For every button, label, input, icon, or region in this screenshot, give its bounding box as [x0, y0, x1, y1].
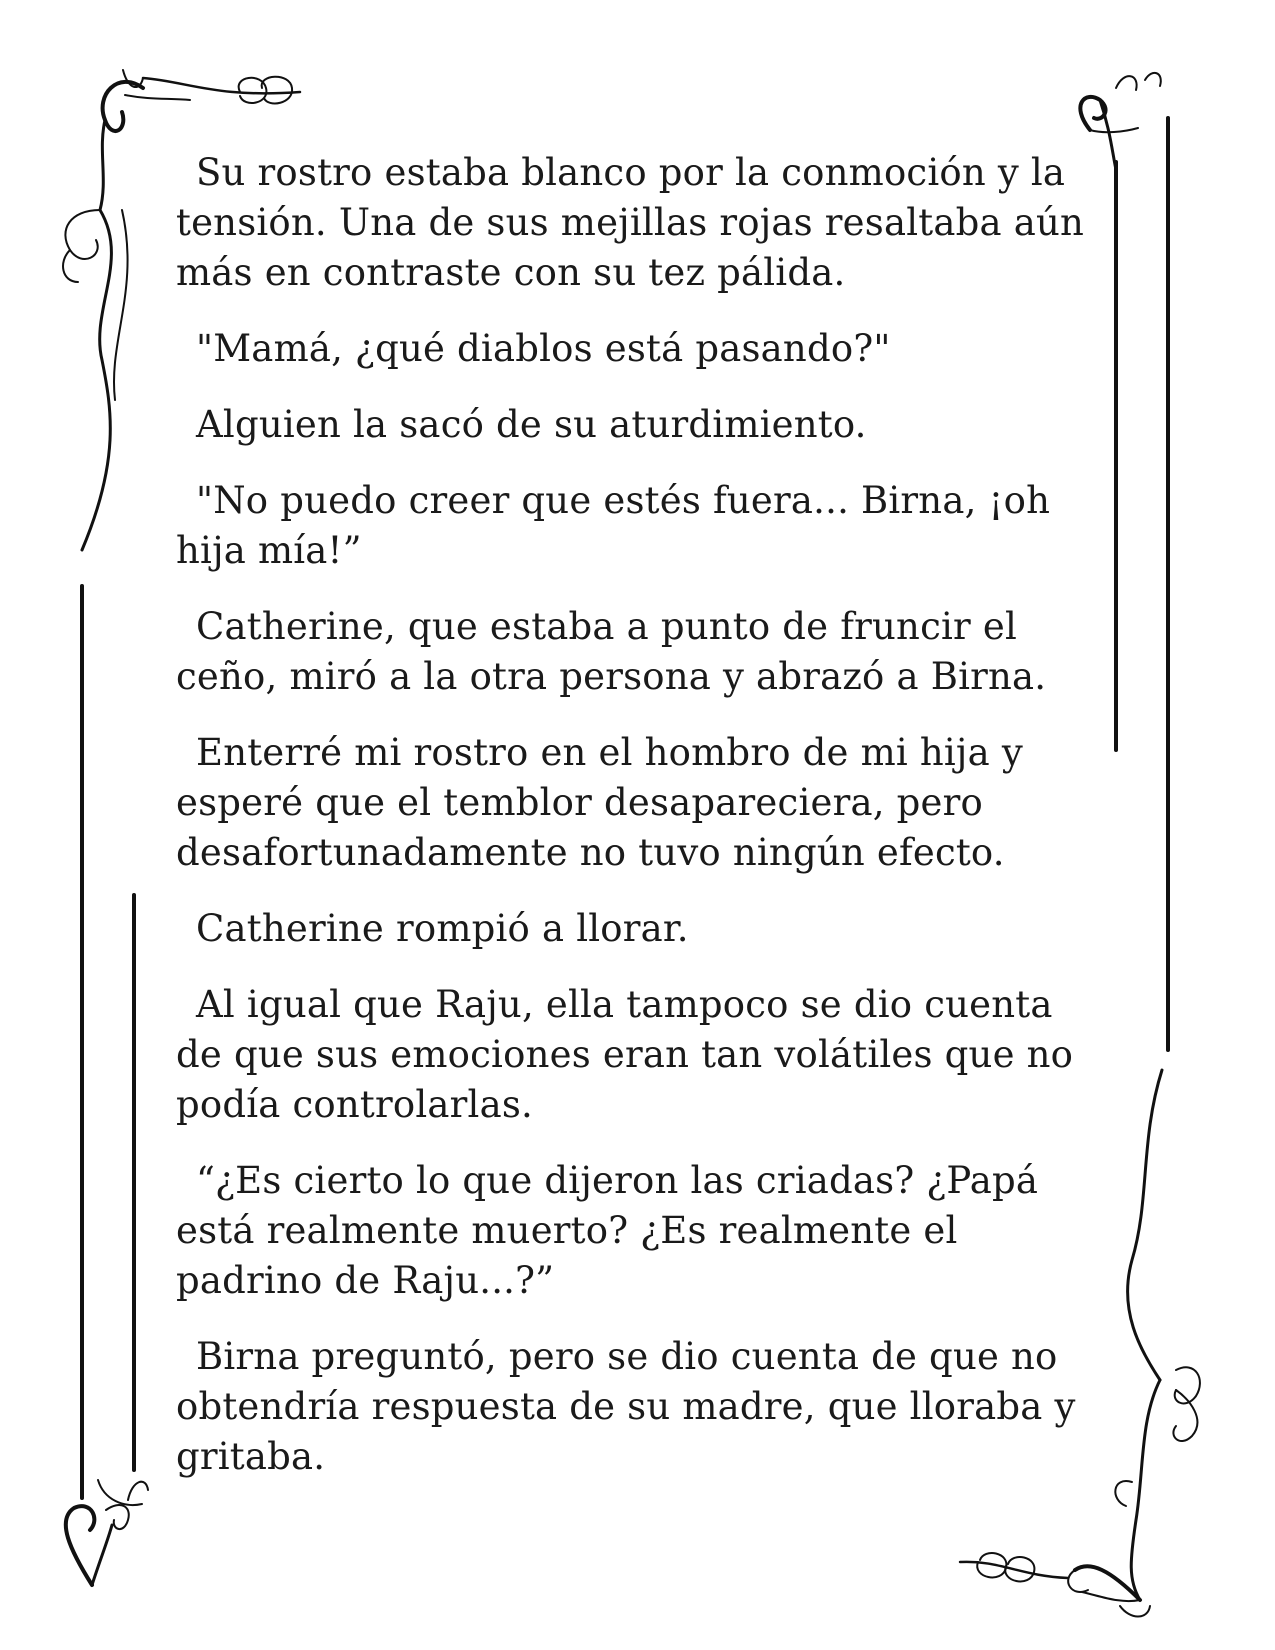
- paragraph-6: Enterré mi rostro en el hombro de mi hija y esperé que el temblor desapareciera, pero desafortunadamente no tuvo ningún efecto.: [176, 731, 1023, 874]
- paragraph-9: “¿Es cierto lo que dijeron las criadas? ¿Papá está realmente muerto? ¿Es realmente el padrino de Raju...?”: [176, 1159, 1039, 1302]
- story-text: [176, 148, 1096, 1508]
- paragraph-2: "Mamá, ¿qué diablos está pasando?": [196, 327, 891, 370]
- flourish-bottom-left-icon: [66, 1480, 148, 1585]
- paragraph-4: "No puedo creer que estés fuera... Birna, ¡oh hija mía!”: [176, 479, 1051, 572]
- paragraph-10: Birna preguntó, pero se dio cuenta de que no obtendría respuesta de su madre, que lloraba y gritaba.: [176, 1335, 1076, 1478]
- paragraph-5: Catherine, que estaba a punto de fruncir el ceño, miró a la otra persona y abrazó a Birna.: [176, 605, 1047, 698]
- paragraph-7: Catherine rompió a llorar.: [196, 907, 689, 950]
- paragraph-8: Al igual que Raju, ella tampoco se dio cuenta de que sus emociones eran tan volátiles que no podía controlarlas.: [176, 983, 1074, 1126]
- paragraph-3: Alguien la sacó de su aturdimiento.: [196, 403, 867, 446]
- paragraph-1: Su rostro estaba blanco por la conmoción y la tensión. Una de sus mejillas rojas resaltaba aún más en contraste con su tez pálida.: [176, 151, 1085, 294]
